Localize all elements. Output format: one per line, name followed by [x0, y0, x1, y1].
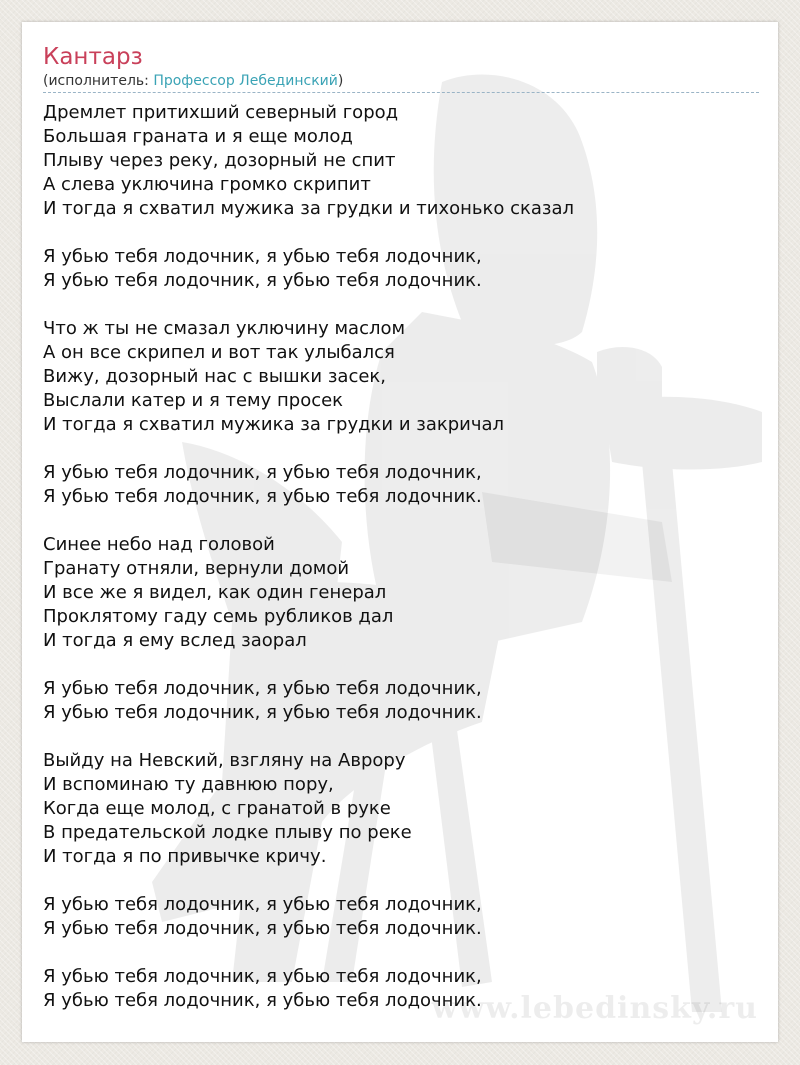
- lyric-line: Я убью тебя лодочник, я убью тебя лодочник.: [43, 918, 482, 939]
- lyric-line: Гранату отняли, вернули домой: [43, 558, 350, 579]
- artist-suffix: ): [337, 73, 344, 89]
- stanza: [43, 749, 759, 869]
- lyric-line: Я убью тебя лодочник, я убью тебя лодочник.: [43, 702, 482, 723]
- lyric-line: Что ж ты не смазал уключину маслом: [43, 318, 406, 339]
- lyric-line: Я убью тебя лодочник, я убью тебя лодочник,: [43, 678, 482, 699]
- lyric-line: Выйду на Невский, взгляну на Аврору: [43, 750, 406, 771]
- stanza: [43, 101, 759, 221]
- lyric-line: Проклятому гаду семь рубликов дал: [43, 606, 394, 627]
- lyric-line: Плыву через реку, дозорный не спит: [43, 150, 396, 171]
- lyric-line: Я убью тебя лодочник, я убью тебя лодочник,: [43, 894, 482, 915]
- lyric-line: Большая граната и я еще молод: [43, 126, 353, 147]
- lyric-line: Я убью тебя лодочник, я убью тебя лодочник,: [43, 462, 482, 483]
- chorus: [43, 677, 759, 725]
- lyric-line: И тогда я схватил мужика за грудки и закричал: [43, 414, 505, 435]
- song-title: Кантарз: [43, 44, 143, 70]
- artist-prefix: (исполнитель:: [43, 73, 154, 89]
- lyric-line: И тогда я по привычке кричу.: [43, 846, 327, 867]
- lyric-line: И вспоминаю ту давнюю пору,: [43, 774, 334, 795]
- lyric-line: Вижу, дозорный нас с вышки засек,: [43, 366, 387, 387]
- lyric-line: Я убью тебя лодочник, я убью тебя лодочник,: [43, 246, 482, 267]
- lyric-line: Я убью тебя лодочник, я убью тебя лодочник,: [43, 966, 482, 987]
- stanza: [43, 317, 759, 437]
- artist-line: [43, 72, 759, 93]
- artist-link[interactable]: Профессор Лебединский: [153, 73, 338, 89]
- lyric-line: Выслали катер и я тему просек: [43, 390, 344, 411]
- lyric-line: И все же я видел, как один генерал: [43, 582, 387, 603]
- lyric-line: Я убью тебя лодочник, я убью тебя лодочник.: [43, 486, 482, 507]
- chorus: [43, 965, 759, 1013]
- lyric-line: И тогда я ему вслед заорал: [43, 630, 307, 651]
- lyrics-body: [43, 101, 759, 1013]
- site-watermark: www.lebedinsky.ru: [431, 991, 758, 1026]
- lyric-line: Когда еще молод, с гранатой в руке: [43, 798, 391, 819]
- lyric-line: Синее небо над головой: [43, 534, 275, 555]
- chorus: [43, 245, 759, 293]
- chorus: [43, 461, 759, 509]
- chorus: [43, 893, 759, 941]
- stanza: [43, 533, 759, 653]
- lyric-line: Дремлет притихший северный город: [43, 102, 399, 123]
- lyric-line: А он все скрипел и вот так улыбался: [43, 342, 395, 363]
- lyric-line: Я убью тебя лодочник, я убью тебя лодочник.: [43, 990, 482, 1011]
- lyric-line: И тогда я схватил мужика за грудки и тихонько сказал: [43, 198, 575, 219]
- song-content: [43, 42, 759, 1013]
- lyric-line: А слева уключина громко скрипит: [43, 174, 371, 195]
- lyric-line: Я убью тебя лодочник, я убью тебя лодочник.: [43, 270, 482, 291]
- lyrics-card: [22, 22, 778, 1042]
- lyric-line: В предательской лодке плыву по реке: [43, 822, 412, 843]
